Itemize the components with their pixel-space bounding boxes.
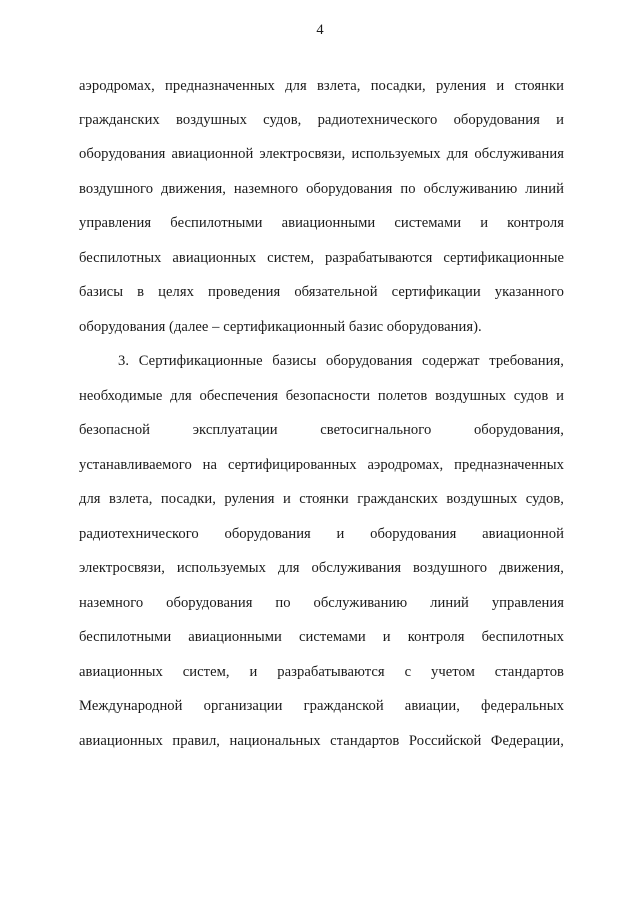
text-line: необходимые для обеспечения безопасности полетов воздушных судов и [79, 388, 564, 404]
text-line: аэродромах, предназначенных для взлета, посадки, руления и стоянки [79, 78, 564, 94]
text-line: электросвязи, используемых для обслуживания воздушного движения, [79, 560, 564, 576]
text-line: устанавливаемого на сертифицированных аэродромах, предназначенных [79, 457, 564, 473]
paragraph-start-line: 3. Сертификационные базисы оборудования содержат требования, [118, 353, 564, 369]
text-line: оборудования авиационной электросвязи, используемых для обслуживания [79, 146, 564, 162]
text-line: радиотехнического оборудования и оборудования авиационной [79, 526, 564, 542]
text-line: воздушного движения, наземного оборудования по обслуживанию линий [79, 181, 564, 197]
text-line: для взлета, посадки, руления и стоянки гражданских воздушных судов, [79, 491, 564, 507]
text-line: безопасной эксплуатации светосигнального оборудования, [79, 422, 564, 438]
text-line: базисы в целях проведения обязательной сертификации указанного [79, 284, 564, 300]
text-line: авиационных систем, и разрабатываются с учетом стандартов [79, 664, 564, 680]
text-line: гражданских воздушных судов, радиотехнического оборудования и [79, 112, 564, 128]
page-number: 4 [316, 22, 324, 38]
text-line: наземного оборудования по обслуживанию линий управления [79, 595, 564, 611]
text-line: беспилотных авиационных систем, разрабатываются сертификационные [79, 250, 564, 266]
text-line: управления беспилотными авиационными системами и контроля [79, 215, 564, 231]
text-line: оборудования (далее – сертификационный базис оборудования). [79, 319, 482, 335]
text-line: авиационных правил, национальных стандартов Российской Федерации, [79, 733, 564, 749]
text-line: беспилотными авиационными системами и контроля беспилотных [79, 629, 564, 645]
text-line: Международной организации гражданской авиации, федеральных [79, 698, 564, 714]
